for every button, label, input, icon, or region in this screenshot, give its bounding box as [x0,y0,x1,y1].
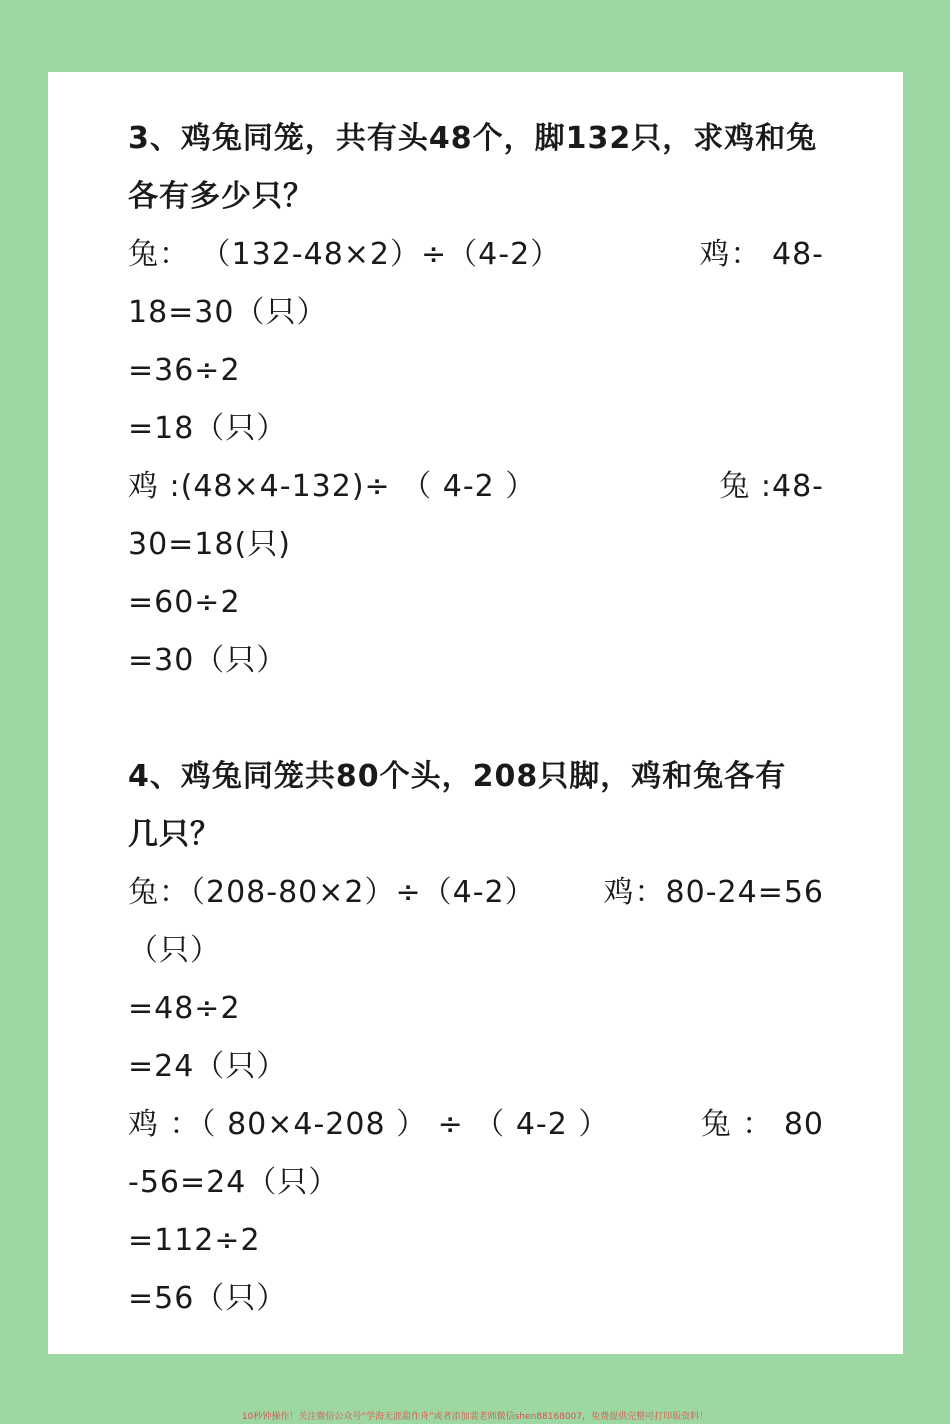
rabbit-formula-alt: 兔 ： 80 [700,1107,824,1142]
footer-note: 10秒钟操作！关注微信公众号“学海无涯甜作舟”或者添加裴老师微信shen88168007，免费提供完整可打印版资料！ [241,1412,709,1422]
problem-3-title-line2: 各有多少只？ [128,179,314,214]
chicken-formula-alt: 鸡 :(48×4-132)÷ （ 4-2 ） [128,469,537,504]
problem-3-solution-line1 [128,226,824,284]
problem-4-solution-line3: =48÷2 [128,991,241,1026]
problem-3-title-line1: 3、鸡兔同笼，共有头48个，脚132只，求鸡和兔 [128,121,818,156]
chicken-formula: 鸡： 48- [699,237,824,272]
problem-4-title-line1: 4、鸡兔同笼共80个头，208只脚，鸡和兔各有 [128,759,787,794]
problem-4-solution-line2: （只） [128,933,221,968]
problem-4-solution-line6: -56=24（只） [128,1165,340,1200]
section-spacer [128,690,824,748]
chicken-formula-alt: 鸡 ：（ 80×4-208 ） ÷ （ 4-2 ） [128,1107,610,1142]
rabbit-formula: 兔：（208-80×2）÷（4-2） [128,875,536,910]
problem-3-solution-line4: =18（只） [128,411,288,446]
problem-3-solution-line7: =60÷2 [128,585,241,620]
problem-4-solution-line5 [128,1096,824,1154]
problem-3-solution-line3: =36÷2 [128,353,241,388]
problem-4-solution-line4: =24（只） [128,1049,288,1084]
problem-4-solution-line1 [128,864,824,922]
rabbit-formula: 兔： （132-48×2）÷（4-2） [128,237,562,272]
problem-4-solution-line8: =56（只） [128,1281,288,1316]
problem-3-solution-line5 [128,458,824,516]
problem-4 [128,748,824,1328]
problem-3-solution-line6: 30=18(只) [128,527,291,562]
problem-4-title-line2: 几只？ [128,817,221,852]
worksheet-content [128,110,824,1328]
chicken-formula: 鸡：80-24=56 [603,875,824,910]
problem-3 [128,110,824,690]
problem-4-solution-line7: =112÷2 [128,1223,261,1258]
worksheet-card [48,72,903,1354]
problem-3-solution-line2: 18=30（只） [128,295,328,330]
problem-3-solution-line8: =30（只） [128,643,288,678]
rabbit-formula-alt: 兔 :48- [719,469,824,504]
